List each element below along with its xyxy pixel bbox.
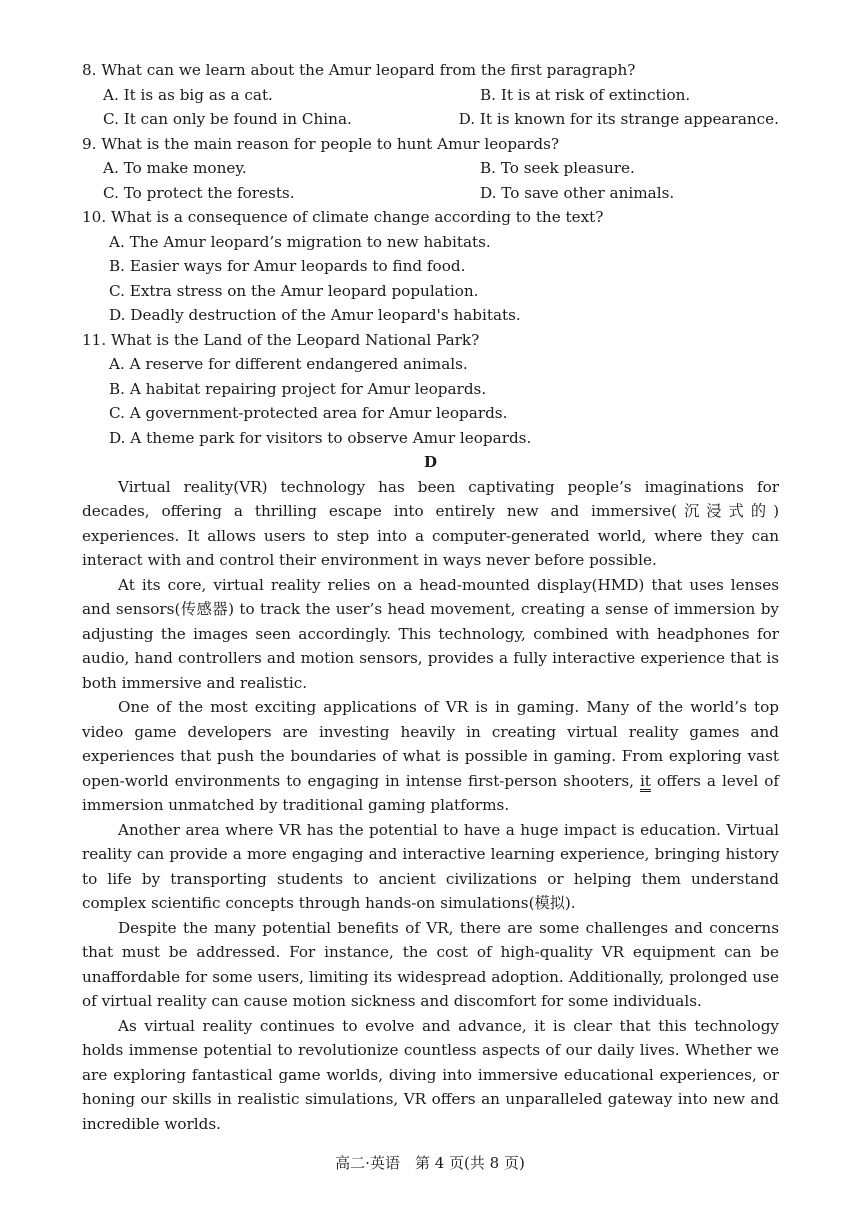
passage-paragraph-3 [82, 695, 779, 818]
passage-body [82, 475, 779, 1137]
question-9-options [82, 181, 779, 206]
question-8-option-d: D. It is known for its strange appearance. [458, 110, 779, 128]
question-8-option-b: B. It is at risk of extinction. [480, 85, 691, 104]
passage-paragraph-5: Despite the many potential benefits of VR, there are some challenges and concerns that must be addressed. For instance, the cost of high-quality VR equipment can be unaffordable for some users, limiting its widespread adoption. Additionally, prolonged use of virtual reality can cause motion sickness and discomfort for some individuals. [82, 918, 779, 1010]
question-11-option-a: A. A reserve for different endangered animals. [109, 355, 468, 373]
question-10-option-d: D. Deadly destruction of the Amur leopard's habitats. [109, 306, 521, 324]
question-10-option-b: B. Easier ways for Amur leopards to find food. [109, 257, 466, 275]
question-11-option-d: D. A theme park for visitors to observe Amur leopards. [109, 428, 532, 447]
question-8-option-c: C. It can only be found in China. [103, 110, 352, 128]
question-8-stem: 8. What can we learn about the Amur leopard from the first paragraph? [82, 61, 636, 79]
question-10-stem: 10. What is a consequence of climate change according to the text? [82, 208, 604, 226]
question-10-option-a: A. The Amur leopard’s migration to new habitats. [109, 232, 491, 251]
question-9-option-a: A. To make money. [103, 159, 247, 177]
passage-paragraph-2: At its core, virtual reality relies on a head-mounted display(HMD) that uses lenses and sensors(传感器) to track the user’s head movement, creating a sense of immersion by adjusting the images seen accordingly. This technology, combined with headphones for audio, hand controllers and motion sensors, provides a fully interactive experience that is both immersive and realistic. [82, 575, 779, 692]
question-11-option-c: C. A government-protected area for Amur leopards. [109, 404, 508, 422]
passage-paragraph-1: Virtual reality(VR) technology has been captivating people’s imaginations for decades, offering a thrilling escape into entirely new and immersive(沉浸式的) experiences. It allows users to step into a computer-generated world, where they can interact with and control their environment in ways never before possible. [82, 477, 779, 569]
question-9-stem: 9. What is the main reason for people to hunt Amur leopards? [82, 134, 560, 153]
passage-paragraph-6: As virtual reality continues to evolve and advance, it is clear that this technology holds immense potential to revolutionize countless aspects of our daily lives. Whether we are exploring fantastical game worlds, diving into immersive educational experiences, or honing our skills in realistic simulations, VR offers an unparalleled gateway into new and incredible worlds. [82, 1016, 779, 1133]
question-11-option-b: B. A habitat repairing project for Amur leopards. [109, 379, 487, 398]
question-8-option-a: A. It is as big as a cat. [103, 85, 273, 104]
question-9-option-b: B. To seek pleasure. [480, 159, 635, 177]
underlined-word: it [639, 771, 651, 790]
page-footer: 高二·英语 第 4 页(共 8 页) [335, 1154, 525, 1172]
passage-paragraph-4: Another area where VR has the potential to have a huge impact is education. Virtual reality can provide a more engaging and interactive learning experience, bringing history to life by transporting students to ancient civilizations or helping them understand complex scientific concepts through hands-on simulations(模拟). [82, 820, 779, 912]
question-9-option-c: C. To protect the forests. [103, 183, 295, 202]
gaming-text-before: One of the most exciting applications of VR is in gaming. Many of the world’s top video game developers are investing heavily in creating virtual reality games and experiences that push the boundaries of what is possible in gaming. From exploring vast open-world environments to engaging in intense first-person shooters, [82, 698, 779, 790]
question-10-option-c: C. Extra stress on the Amur leopard population. [109, 281, 479, 300]
question-9-option-d: D. To save other animals. [480, 183, 675, 202]
question-8-options [82, 107, 779, 132]
exam-page [82, 58, 779, 1136]
gaming-text-after: offers a level of immersion unmatched by traditional gaming platforms. [82, 771, 779, 814]
passage-heading: D [423, 453, 437, 471]
question-11-stem: 11. What is the Land of the Leopard National Park? [82, 330, 480, 349]
question-8-options [82, 83, 779, 108]
question-9-options [82, 156, 779, 181]
